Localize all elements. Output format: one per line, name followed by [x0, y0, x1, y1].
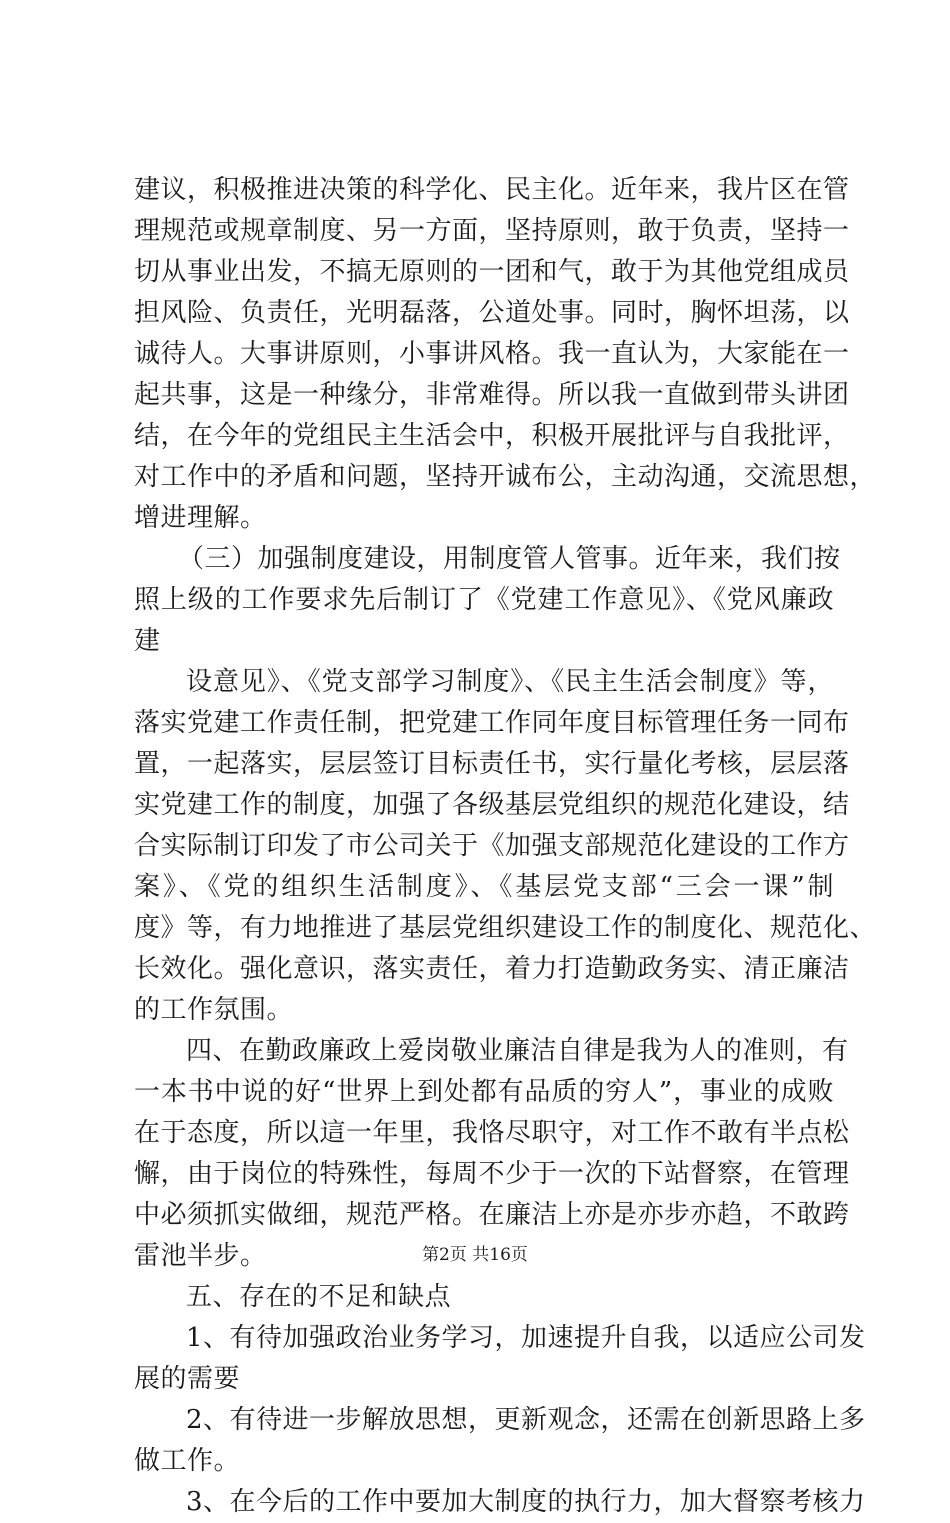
text-line: 四、在勤政廉政上爱岗敬业廉洁自律是我为人的准则，有	[186, 1036, 849, 1066]
text-line: 设意见》、《党支部学习制度》、《民主生活会制度》等，	[186, 667, 834, 697]
text-line: 展的需要	[134, 1364, 241, 1394]
text-line: 照上级的工作要求先后制订了《党建工作意见》、《党风廉政	[134, 585, 834, 615]
text-line: 起共事，这是一种缘分，非常难得。所以我一直做到带头讲团	[134, 380, 850, 410]
text-line: （三）加强制度建设，用制度管人管事。近年来，我们按	[178, 544, 841, 574]
text-line: 1、有待加强政治业务学习，加速提升自我，以适应公司发	[186, 1323, 866, 1353]
text-line: 2、有待进一步解放思想，更新观念，还需在创新思路上多	[186, 1405, 866, 1435]
text-line: 在于态度，所以這一年里，我恪尽职守，对工作不敢有半点松	[134, 1118, 850, 1148]
text-line: 合实际制订印发了市公司关于《加强支部规范化建设的工作方	[134, 831, 850, 861]
text-line: 理规范或规章制度、另一方面，坚持原则，敢于负责，坚持一	[134, 216, 850, 246]
text-line: 长效化。强化意识，落实责任，着力打造勤政务实、清正廉洁	[134, 954, 850, 984]
text-line: 切从事业出发，不搞无原则的一团和气，敢于为其他党组成员	[134, 257, 850, 287]
text-line: 五、存在的不足和缺点	[186, 1282, 452, 1312]
text-line: 案》、《党的组织生活制度》、《基层党支部“三会一课”制	[134, 872, 834, 902]
text-line: 担风险、负责任，光明磊落，公道处事。同时，胸怀坦荡，以	[134, 298, 850, 328]
text-line: 置，一起落实，层层签订目标责任书，实行量化考核，层层落	[134, 749, 850, 779]
text-line: 落实党建工作责任制，把党建工作同年度目标管理任务一同布	[134, 708, 850, 738]
text-line: 做工作。	[134, 1446, 241, 1476]
text-line: 建	[134, 626, 161, 656]
text-line: 懈，由于岗位的特殊性，每周不少于一次的下站督察，在管理	[134, 1159, 850, 1189]
text-line: 3、在今后的工作中要加大制度的执行力，加大督察考核力	[186, 1487, 866, 1517]
text-line: 诚待人。大事讲原则，小事讲风格。我一直认为，大家能在一	[134, 339, 850, 369]
document-body	[134, 170, 877, 1523]
text-line: 的工作氛围。	[134, 995, 294, 1025]
text-line: 增进理解。	[134, 503, 267, 533]
text-line: 度》等，有力地推进了基层党组织建设工作的制度化、规范化、	[134, 913, 877, 943]
text-line: 建议，积极推进决策的科学化、民主化。近年来，我片区在管	[134, 175, 850, 205]
text-line: 实党建工作的制度，加强了各级基层党组织的规范化建设，结	[134, 790, 850, 820]
text-line: 对工作中的矛盾和问题，坚持开诚布公，主动沟通，交流思想，	[134, 462, 877, 492]
text-line: 中必须抓实做细，规范严格。在廉洁上亦是亦步亦趋，不敢跨	[134, 1200, 850, 1230]
text-line: 结，在今年的党组民主生活会中，积极开展批评与自我批评，	[134, 421, 850, 451]
text-line: 雷池半步。	[134, 1241, 267, 1271]
text-line: 一本书中说的好“世界上到处都有品质的穷人”，事业的成败	[134, 1077, 834, 1107]
page-footer: 第2页 共16页	[422, 1245, 528, 1265]
